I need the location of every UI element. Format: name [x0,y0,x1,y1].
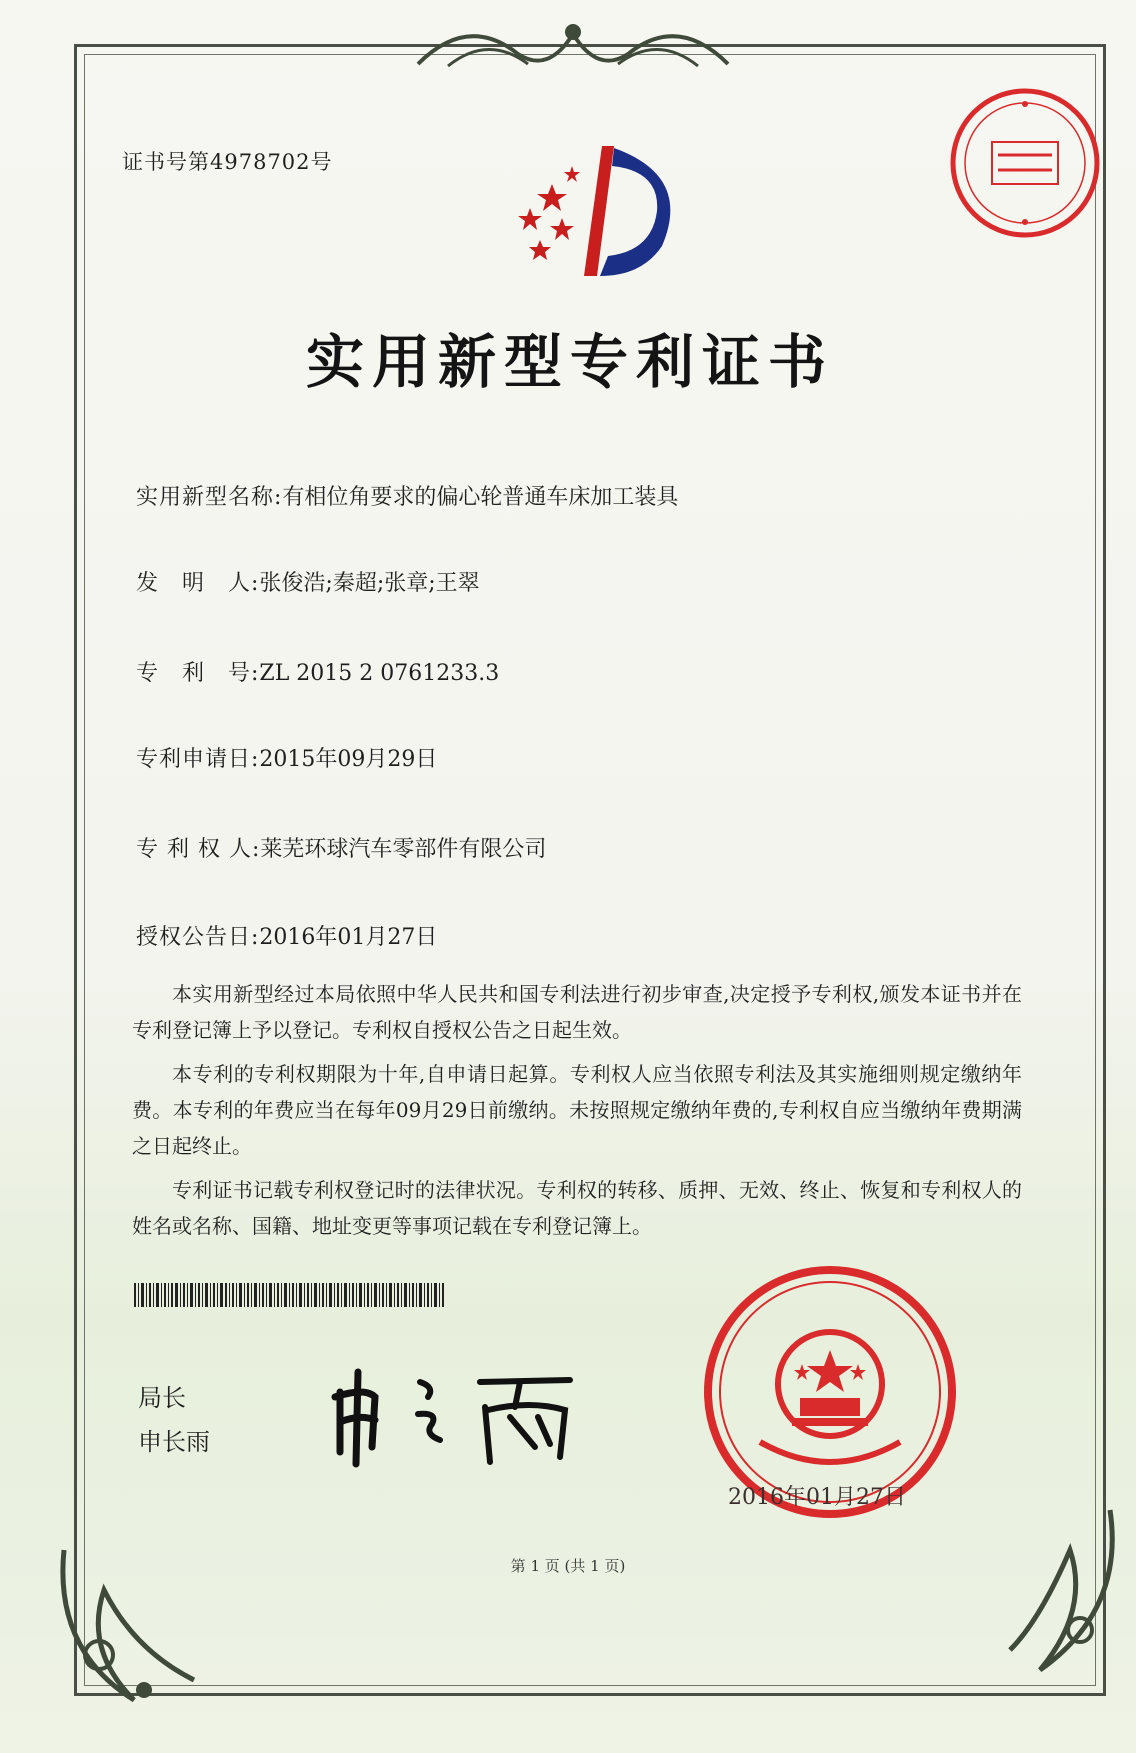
field-label: 专利申请日: [136,747,260,772]
field-value: ZL 2015 2 0761233.3 [259,661,500,686]
field-inventors [136,566,480,597]
seal-date: 2016年01月27日 [728,1485,906,1510]
field-patentee [136,832,546,863]
field-value: 2016年01月27日 [259,925,438,950]
field-utility-model-name [136,480,678,511]
certificate-number: 证书号第4978702号 [122,150,333,174]
top-ornament-icon [408,14,738,78]
field-value: 张俊浩;秦超;张章;王翠 [259,571,480,596]
field-value: 莱芜环球汽车零部件有限公司 [260,837,547,862]
field-label: 专 利 权 人: [136,837,261,862]
body-paragraph-2: 本专利的专利权期限为十年,自申请日起算。专利权人应当依照专利法及其实施细则规定缴纳年费。本专利的年费应当在每年09月29日前缴纳。未按照规定缴纳年费的,专利权自应当缴纳年费期满之日起终止。 [132,1062,1022,1158]
body-paragraph-1: 本实用新型经过本局依照中华人民共和国专利法进行初步审查,决定授予专利权,颁发本证书并在专利登记簿上予以登记。专利权自授权公告之日起生效。 [132,982,1022,1042]
field-grant-date [136,920,437,951]
patent-office-logo-icon [502,136,702,286]
field-patent-number [136,656,499,687]
field-label: 实用新型名称: [136,485,283,510]
field-label: 专 利 号: [136,661,260,686]
bottom-right-ornament-icon [1000,1490,1130,1690]
field-value: 2015年09月29日 [259,747,438,772]
body-paragraph-3: 专利证书记载专利权登记时的法律状况。专利权的转移、质押、无效、终止、恢复和专利权人的姓名或名称、国籍、地址变更等事项记载在专利登记簿上。 [132,1178,1022,1238]
field-label: 授权公告日: [136,925,260,950]
field-filing-date [136,742,437,773]
field-label: 发 明 人: [136,571,260,596]
director-signature [320,1352,590,1472]
field-value: 有相位角要求的偏心轮普通车床加工装具 [282,485,679,510]
director-name: 申长雨 [138,1428,210,1456]
director-title: 局长 [138,1384,186,1412]
certificate-title: 实用新型专利证书 [305,328,834,396]
page-number: 第 1 页 (共 1 页) [510,1557,626,1575]
barcode [134,1283,444,1307]
certificate-body [132,976,1022,1252]
tax-stamp-seal [946,84,1104,242]
